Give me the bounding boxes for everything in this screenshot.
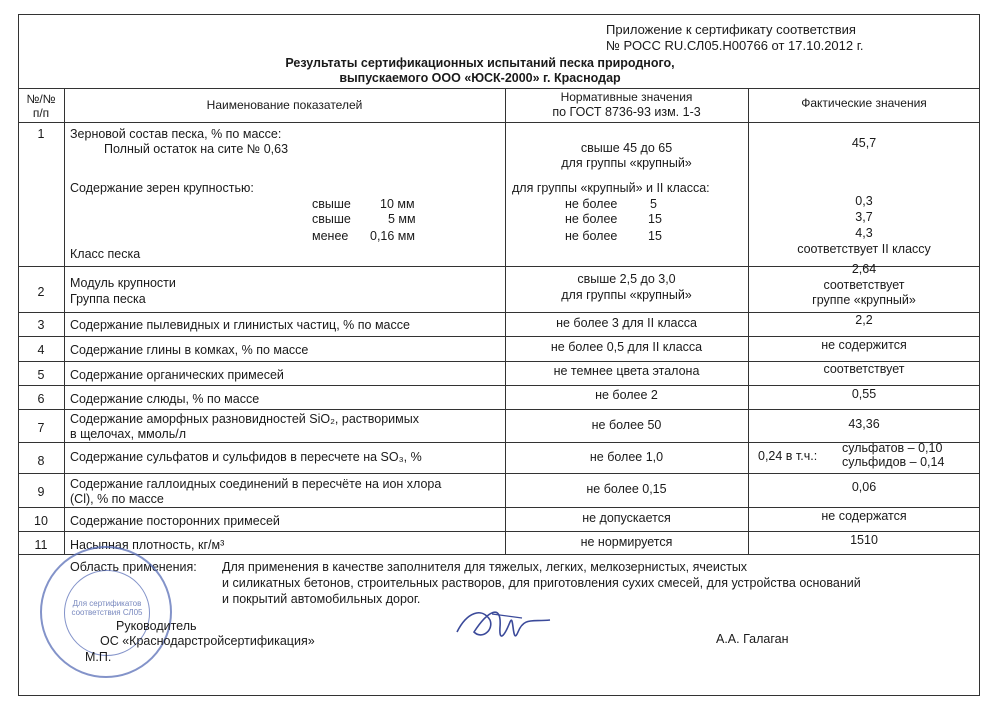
row-9-fact: 0,06 — [851, 480, 877, 494]
row-11-name: Насыпная плотность, кг/м³ — [70, 538, 225, 552]
row-2-name-2: Группа песка — [70, 292, 146, 306]
row-6-num: 6 — [37, 392, 45, 406]
row-1-size-3-label: менее — [312, 229, 349, 243]
document-title-line-2: выпускаемого ООО «ЮСК-2000» г. Краснодар — [339, 71, 621, 85]
row-6-name: Содержание слюды, % по массе — [70, 392, 260, 406]
header-num-2: п/п — [32, 106, 50, 120]
row-9-num: 9 — [37, 485, 45, 499]
row-1-fact-2: 0,3 — [855, 194, 873, 208]
header-fact: Фактические значения — [801, 96, 927, 110]
document-title-line-1: Результаты сертификационных испытаний песка природного, — [285, 56, 675, 70]
row-1-norm-2: для группы «крупный» — [561, 156, 692, 170]
row-7-norm: не более 50 — [591, 418, 662, 432]
scope-line-1: Для применения в качестве заполнителя для тяжелых, легких, мелкозернистых, ячеистых — [222, 560, 748, 574]
header-norm-1: Нормативные значения — [560, 90, 693, 104]
row-border — [18, 531, 980, 532]
row-3-num: 3 — [37, 318, 45, 332]
row-6-norm: не более 2 — [595, 388, 658, 402]
row-8-norm: не более 1,0 — [589, 450, 664, 464]
row-4-num: 4 — [37, 343, 45, 357]
row-7-name-1: Содержание аморфных разновидностей SiO₂, растворимых — [70, 412, 419, 426]
row-1-size-2-label: свыше — [312, 212, 351, 226]
row-8-fact-total: 0,24 в т.ч.: — [758, 449, 818, 463]
row-1-name-3: Содержание зерен крупностью: — [70, 181, 254, 195]
row-3-name: Содержание пылевидных и глинистых частиц, % по массе — [70, 318, 410, 332]
row-border — [18, 507, 980, 508]
row-5-norm: не темнее цвета эталона — [553, 364, 700, 378]
header-name: Наименование показателей — [206, 98, 363, 112]
row-2-fact-2: соответствует — [823, 278, 905, 292]
row-1-limit-1-label: не более — [565, 197, 618, 211]
scope-line-3: и покрытий автомобильных дорог. — [222, 592, 421, 606]
annex-line-2: № РОСС RU.СЛ05.Н00766 от 17.10.2012 г. — [606, 38, 864, 53]
signer-name: А.А. Галаган — [716, 632, 789, 646]
row-border — [18, 385, 980, 386]
row-5-fact: соответствует — [823, 362, 905, 376]
table-bottom-border — [18, 554, 980, 555]
row-9-norm: не более 0,15 — [586, 482, 667, 496]
row-11-fact: 1510 — [850, 533, 878, 547]
row-8-fact-sulfates: сульфатов – 0,10 — [842, 441, 943, 455]
table-top-border — [18, 88, 980, 89]
row-3-norm: не более 3 для II класса — [556, 316, 697, 330]
row-1-name-1: Зерновой состав песка, % по массе: — [70, 127, 282, 141]
row-10-fact: не содержатся — [821, 509, 907, 523]
stamp-text: Для сертификатов соответствия СЛ05 — [71, 599, 143, 617]
row-8-fact-sulfides: сульфидов – 0,14 — [842, 455, 945, 469]
row-1-limit-1-value: 5 — [650, 197, 657, 211]
row-1-size-2-value: 5 мм — [388, 212, 416, 226]
column-divider — [64, 88, 65, 554]
row-1-limit-2-value: 15 — [648, 212, 662, 226]
certification-body: ОС «Краснодарстройсертификация» — [100, 634, 315, 648]
row-2-norm-1: свыше 2,5 до 3,0 — [577, 272, 676, 286]
row-border — [18, 473, 980, 474]
row-1-fact-1: 45,7 — [851, 136, 877, 150]
row-1-norm-1: свыше 45 до 65 — [580, 141, 673, 155]
row-border — [18, 336, 980, 337]
row-1-size-1-value: 10 мм — [380, 197, 415, 211]
signature — [452, 592, 562, 652]
seal-mark: М.П. — [85, 650, 112, 664]
row-5-num: 5 — [37, 368, 45, 382]
row-7-num: 7 — [37, 421, 45, 435]
row-1-norm-3: для группы «крупный» и II класса: — [512, 181, 710, 195]
row-6-fact: 0,55 — [851, 387, 877, 401]
row-10-num: 10 — [34, 514, 48, 528]
row-4-name: Содержание глины в комках, % по массе — [70, 343, 309, 357]
row-1-limit-3-label: не более — [565, 229, 618, 243]
row-1-num: 1 — [37, 127, 45, 141]
row-1-size-3-value: 0,16 мм — [370, 229, 415, 243]
header-num-1: №/№ — [26, 92, 56, 106]
row-4-norm: не более 0,5 для II класса — [550, 340, 703, 354]
row-1-size-1-label: свыше — [312, 197, 351, 211]
row-8-num: 8 — [37, 454, 45, 468]
row-2-num: 2 — [37, 285, 45, 299]
row-3-fact: 2,2 — [855, 313, 873, 327]
row-border — [18, 442, 980, 443]
row-1-fact-4: 4,3 — [855, 226, 873, 240]
table-header-border — [18, 122, 980, 123]
row-2-fact-1: 2,64 — [851, 262, 877, 276]
row-7-fact: 43,36 — [848, 417, 880, 431]
row-border — [18, 409, 980, 410]
row-9-name-2: (Cl), % по массе — [70, 492, 164, 506]
row-1-name-4: Класс песка — [70, 247, 141, 261]
row-1-fact-3: 3,7 — [855, 210, 873, 224]
row-11-norm: не нормируется — [580, 535, 673, 549]
row-7-name-2: в щелочах, ммоль/л — [70, 427, 187, 441]
row-10-norm: не допускается — [582, 511, 671, 525]
row-2-norm-2: для группы «крупный» — [561, 288, 692, 302]
annex-line-1: Приложение к сертификату соответствия — [606, 22, 856, 37]
scope-line-2: и силикатных бетонов, строительных растворов, для приготовления сухих смесей, для устройства оснований — [222, 576, 861, 590]
row-10-name: Содержание посторонних примесей — [70, 514, 280, 528]
row-1-name-2: Полный остаток на сите № 0,63 — [104, 142, 289, 156]
row-11-num: 11 — [34, 538, 48, 552]
header-norm-2: по ГОСТ 8736-93 изм. 1-3 — [552, 105, 701, 119]
row-1-limit-3-value: 15 — [648, 229, 662, 243]
scope-label: Область применения: — [70, 560, 197, 574]
row-4-fact: не содержится — [821, 338, 907, 352]
row-9-name-1: Содержание галлоидных соединений в пересчёте на ион хлора — [70, 477, 442, 491]
head-label: Руководитель — [116, 619, 197, 633]
row-5-name: Содержание органических примесей — [70, 368, 284, 382]
row-2-fact-3: группе «крупный» — [812, 293, 916, 307]
row-2-name-1: Модуль крупности — [70, 276, 176, 290]
row-8-name: Содержание сульфатов и сульфидов в пересчете на SO₃, % — [70, 450, 422, 464]
row-1-fact-5: соответствует II классу — [797, 242, 931, 256]
row-1-limit-2-label: не более — [565, 212, 618, 226]
